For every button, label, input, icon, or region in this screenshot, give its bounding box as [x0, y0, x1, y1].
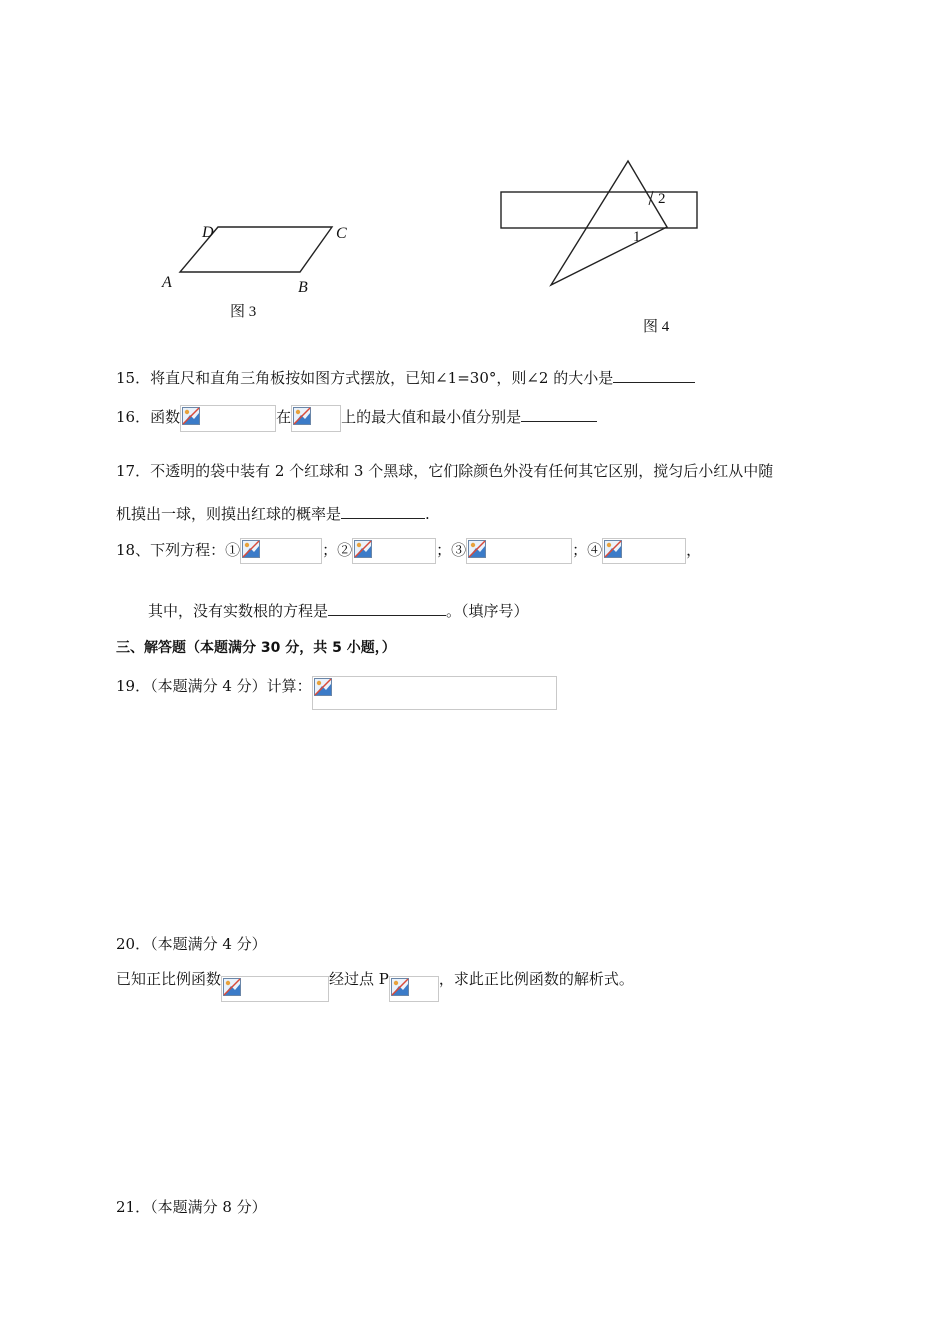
question-17-line-1: 17．不透明的袋中装有 2 个红球和 3 个黑球，它们除颜色外没有任何其它区别，搅匀后小红从中随 — [116, 462, 774, 480]
question-19 — [116, 676, 557, 712]
point-label-d: D — [202, 224, 214, 241]
question-18-prefix: 18、下列方程： — [116, 541, 226, 559]
broken-image-icon — [314, 678, 332, 696]
equation-marker-4: ；④ — [572, 541, 603, 559]
figure-4-ruler-triangle — [495, 155, 705, 295]
question-19-text: 19．（本题满分 4 分）计算： — [116, 677, 312, 695]
question-17-line-2 — [116, 503, 430, 524]
question-18-end: 。（填序号） — [446, 602, 529, 620]
formula-image — [389, 976, 439, 1002]
broken-image-icon — [354, 540, 372, 558]
broken-image-icon — [182, 407, 200, 425]
broken-image-icon — [223, 978, 241, 996]
equation-image-1 — [240, 538, 322, 564]
question-15 — [116, 367, 695, 388]
answer-blank-15[interactable] — [613, 381, 695, 383]
formula-image — [291, 405, 341, 432]
question-18-comma: ， — [686, 541, 702, 559]
formula-image — [312, 676, 557, 710]
equation-marker-3: ；③ — [436, 541, 467, 559]
figure-3-caption: 图 3 — [230, 304, 257, 320]
broken-image-icon — [293, 407, 311, 425]
broken-image-icon — [391, 978, 409, 996]
question-18-text: 其中，没有实数根的方程是 — [148, 602, 329, 620]
section-3-title: 三、解答题（本题满分 30 分，共 5 小题，） — [116, 640, 396, 656]
question-16 — [116, 402, 597, 432]
question-20-suffix: ，求此正比例函数的解析式。 — [438, 970, 634, 988]
formula-image — [180, 405, 276, 432]
answer-blank-17[interactable] — [341, 517, 425, 519]
question-21-title: 21．（本题满分 8 分） — [116, 1198, 267, 1216]
question-15-text: 15．将直尺和直角三角板按如图方式摆放，已知∠1=30°，则∠2 的大小是 — [116, 369, 614, 387]
question-17-period: . — [425, 505, 430, 523]
equation-marker-2: ；② — [322, 541, 353, 559]
point-label-c: C — [336, 225, 347, 242]
question-17-text: 机摸出一球，则摸出红球的概率是 — [116, 505, 342, 523]
question-20-mid: 经过点 P — [329, 970, 389, 988]
question-16-mid: 在 — [276, 408, 292, 426]
question-20-title: 20．（本题满分 4 分） — [116, 935, 267, 953]
question-16-prefix: 16．函数 — [116, 408, 181, 426]
angle-2-label: 2 — [658, 191, 666, 207]
equation-marker-1: ① — [225, 541, 241, 559]
broken-image-icon — [604, 540, 622, 558]
question-18-line-2 — [148, 600, 529, 621]
answer-blank-16[interactable] — [521, 420, 597, 422]
question-20-body — [116, 968, 634, 1002]
point-label-b: B — [298, 279, 308, 296]
point-label-a: A — [162, 274, 172, 291]
broken-image-icon — [468, 540, 486, 558]
figure-4-caption: 图 4 — [643, 319, 670, 335]
question-16-suffix: 上的最大值和最小值分别是 — [341, 408, 522, 426]
question-20-prefix: 已知正比例函数 — [116, 970, 222, 988]
answer-blank-18[interactable] — [328, 614, 446, 616]
equation-image-4 — [602, 538, 686, 564]
formula-image — [221, 976, 329, 1002]
equation-image-3 — [466, 538, 572, 564]
angle-1-label: 1 — [633, 229, 641, 245]
equation-image-2 — [352, 538, 436, 564]
broken-image-icon — [242, 540, 260, 558]
question-18 — [116, 535, 701, 565]
